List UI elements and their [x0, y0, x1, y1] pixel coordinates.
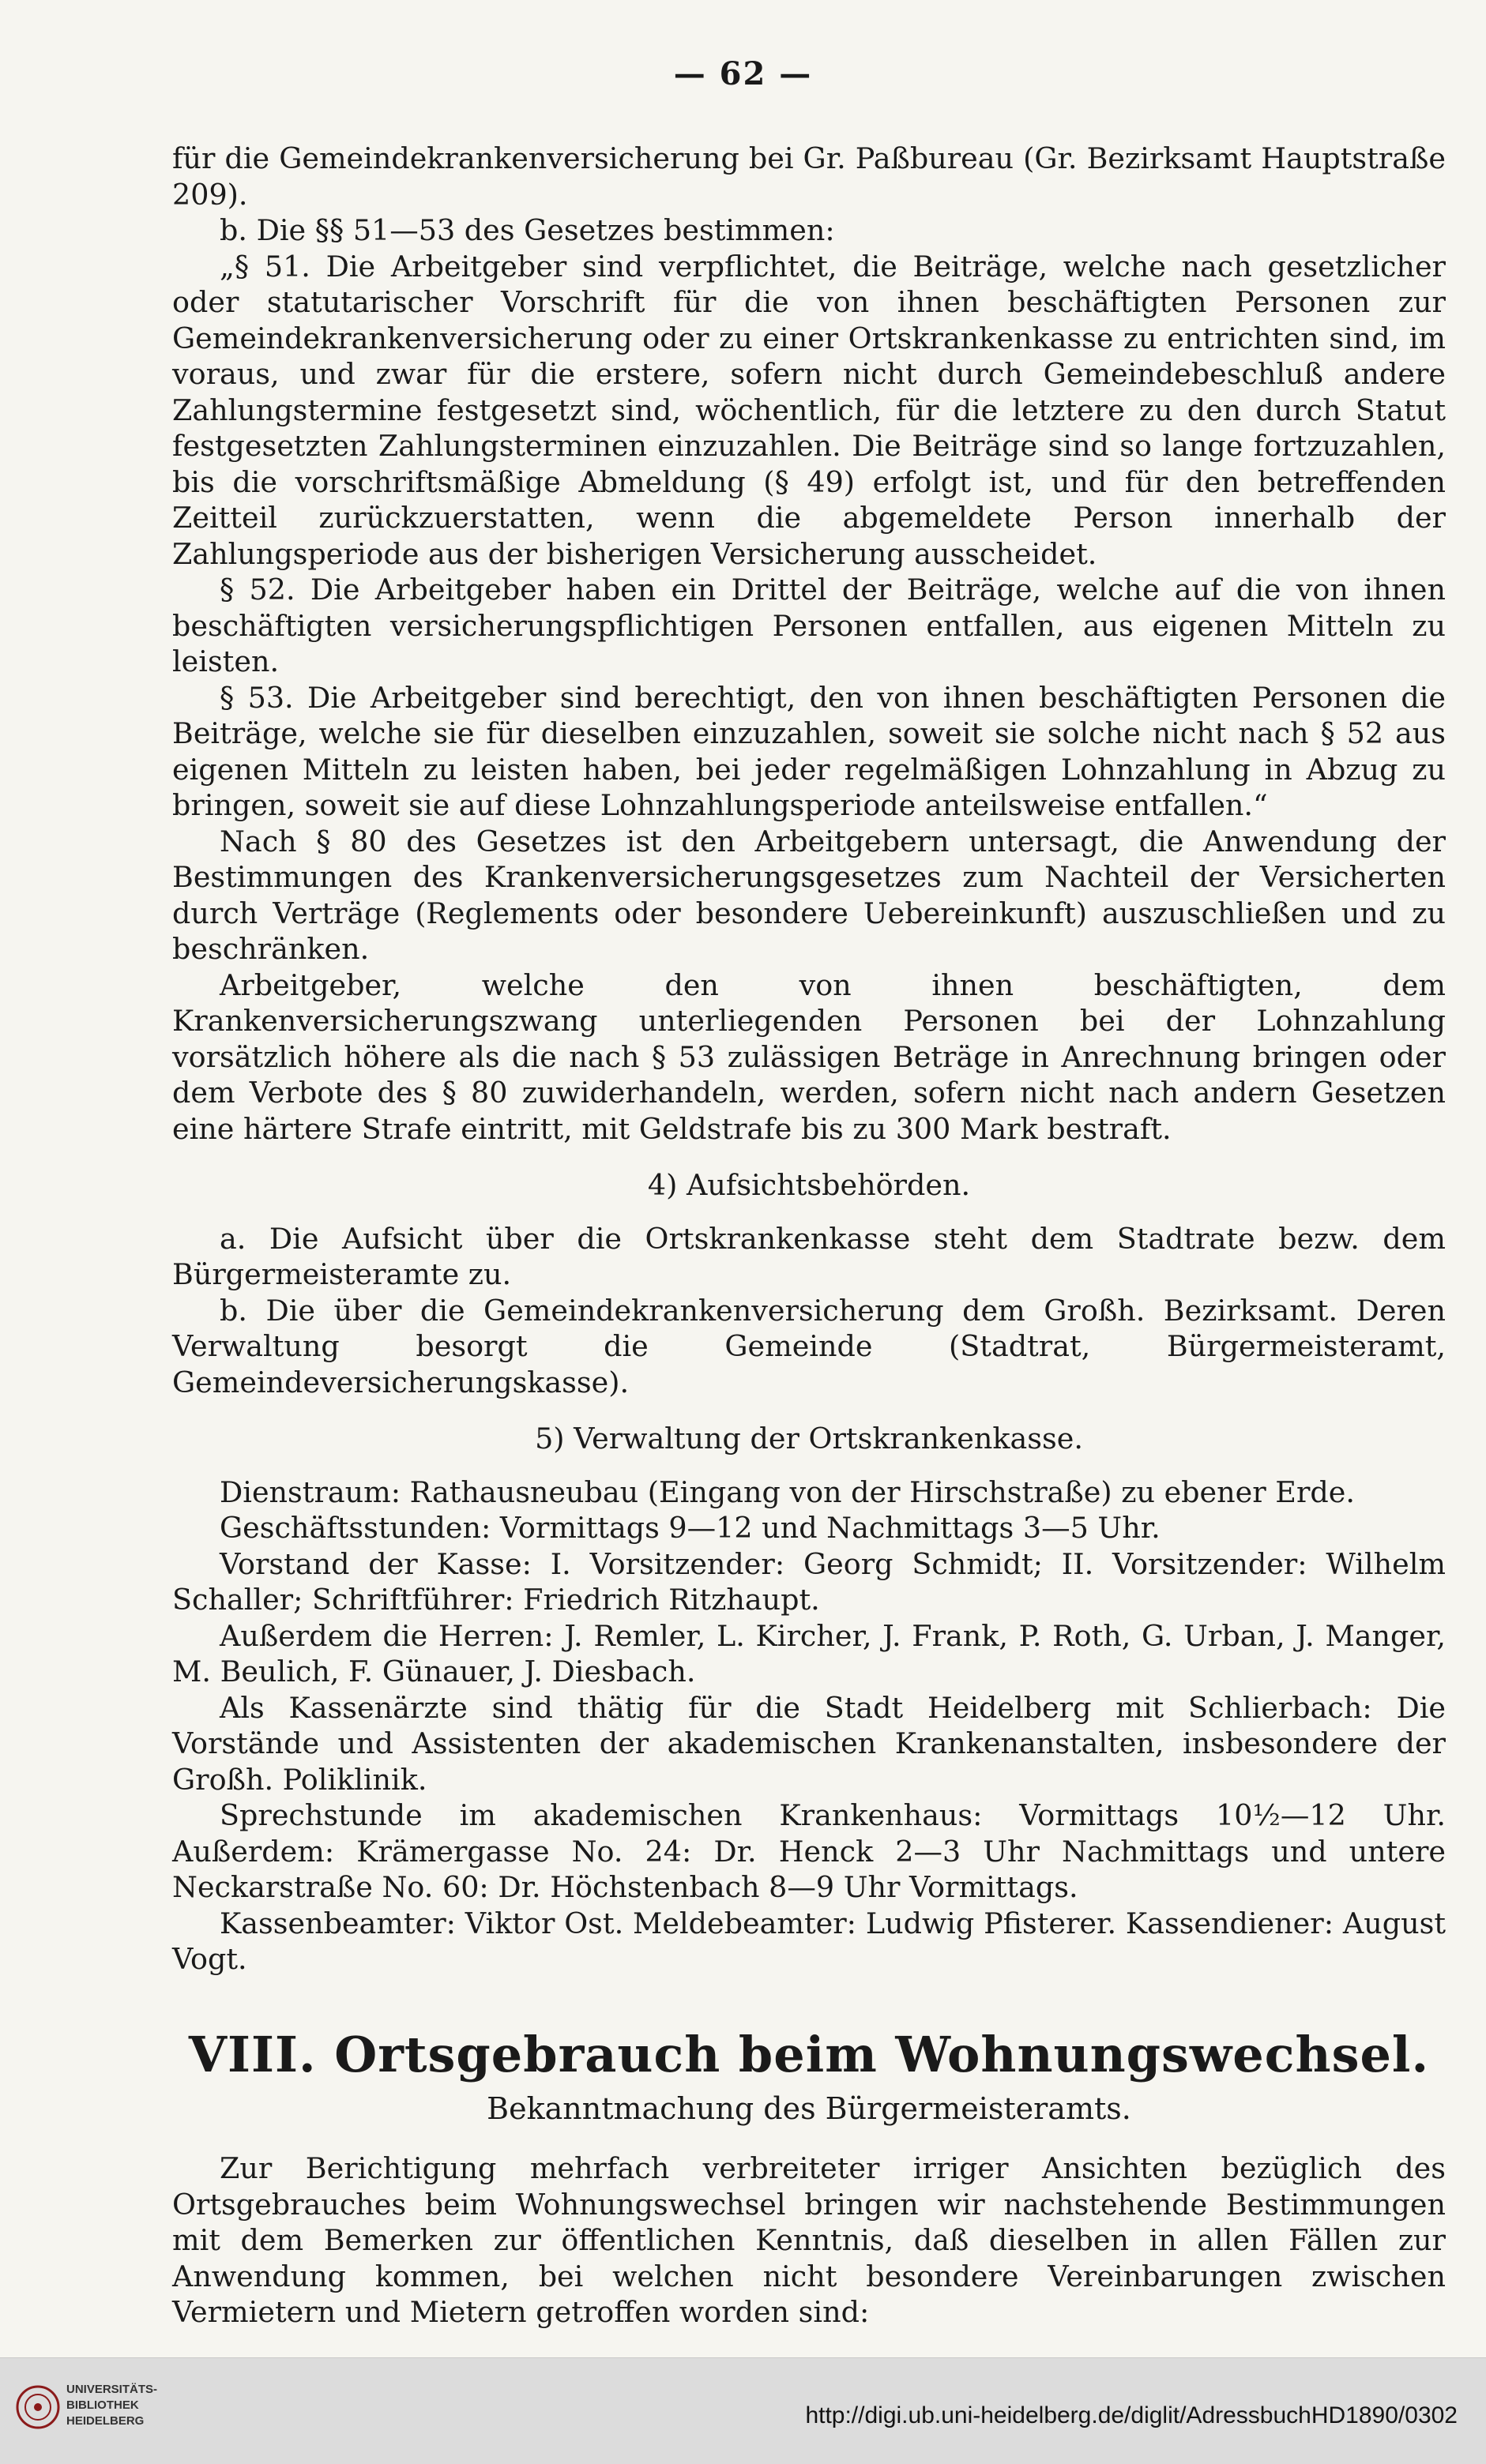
paragraph: Dienstraum: Rathausneubau (Eingang von der Hirschstraße) zu ebener Erde.	[220, 1474, 1355, 1509]
paragraph-law-53: § 53. Die Arbeitgeber sind berechtigt, den von ihnen beschäftigten Personen die Beiträge, welche sie für dieselben einzuzahlen, soweit sie solche nicht nach § 52 aus eigenen Mitteln zu leisten haben, bei jeder regelmäßigen Lohnzahlung in Abzug zu bringen, soweit sie auf diese Lohnzahlungsperiode anteilsweise entfallen.“	[172, 680, 1446, 822]
library-logo-text: UNIVERSITÄTS- BIBLIOTHEK HEIDELBERG	[66, 2383, 158, 2428]
section-subtitle: Bekanntmachung des Bürgermeisteramts.	[487, 2090, 1131, 2126]
paragraph: für die Gemeindekrankenversicherung bei Gr. Paßbureau (Gr. Bezirksamt Hauptstraße 209).	[172, 141, 1446, 212]
heading-administration: 5) Verwaltung der Ortskrankenkasse.	[535, 1422, 1083, 1455]
viewer-footer	[0, 2357, 1486, 2464]
paragraph: a. Die Aufsicht über die Ortskrankenkasse steht dem Stadtrate bezw. dem Bürgermeisteramte zu.	[172, 1221, 1446, 1291]
paragraph: Geschäftsstunden: Vormittags 9—12 und Nachmittags 3—5 Uhr.	[220, 1511, 1161, 1545]
paragraph: Zur Berichtigung mehrfach verbreiteter irriger Ansichten bezüglich des Ortsgebrauches beim Wohnungswechsel bringen wir nachstehende Bestimmungen mit dem Bemerken zur öffentlichen Kenntnis, daß dieselben in allen Fällen zur Anwendung kommen, bei welchen nicht besondere Vereinbarungen zwischen Vermietern und Mietern getroffen worden sind:	[172, 2151, 1446, 2329]
paragraph-law-52: § 52. Die Arbeitgeber haben ein Drittel der Beiträge, welche auf die von ihnen beschäftigten versicherungspflichtigen Personen entfallen, aus eigenen Mitteln zu leisten.	[172, 573, 1446, 678]
paragraph: Als Kassenärzte sind thätig für die Stadt Heidelberg mit Schlierbach: Die Vorstände und Assistenten der akademischen Krankenanstalten, insbesondere der Großh. Poliklinik.	[172, 1690, 1446, 1797]
paragraph: Außerdem die Herren: J. Remler, L. Kircher, J. Frank, P. Roth, G. Urban, J. Manger, M. Beulich, F. Günauer, J. Diesbach.	[172, 1618, 1446, 1688]
paragraph-law-51: „§ 51. Die Arbeitgeber sind verpflichtet, die Beiträge, welche nach gesetzlicher oder statutarischer Vorschrift für die von ihnen beschäftigten Personen zur Gemeindekrankenversicherung oder zu einer Ortskrankenkasse zu entrichten sind, im voraus, und zwar für die erstere, sofern nicht durch Gemeindebeschluß andere Zahlungstermine festgesetzt sind, wöchentlich, für die letztere zu den durch Statut festgesetzten Zahlungsterminen einzuzahlen. Die Beiträge sind so lange fortzuzahlen, bis die vorschriftsmäßige Abmeldung (§ 49) erfolgt ist, und für den betreffenden Zeitteil zurückzuerstatten, wenn die abgemeldete Person innerhalb der Zahlungsperiode aus der bisherigen Versicherung ausscheidet.	[172, 249, 1446, 571]
source-url-link[interactable]: http://digi.ub.uni-heidelberg.de/diglit/AdressbuchHD1890/0302	[805, 2402, 1458, 2428]
page-number: — 62 —	[673, 55, 813, 92]
paragraph: Kassenbeamter: Viktor Ost. Meldebeamter: Ludwig Pfisterer. Kassendiener: August Vogt.	[172, 1906, 1446, 1976]
paragraph: b. Die über die Gemeindekrankenversicherung dem Großh. Bezirksamt. Deren Verwaltung besorgt die Gemeinde (Stadtrat, Bürgermeisteramt, Gemeindeversicherungskasse).	[172, 1293, 1446, 1399]
paragraph: b. Die §§ 51—53 des Gesetzes bestimmen:	[220, 213, 835, 247]
paragraph: Vorstand der Kasse: I. Vorsitzender: Georg Schmidt; II. Vorsitzender: Wilhelm Schaller; Schriftführer: Friedrich Ritzhaupt.	[172, 1546, 1446, 1617]
heading-supervisory-authorities: 4) Aufsichtsbehörden.	[647, 1168, 971, 1202]
section-title: VIII. Ortsgebrauch beim Wohnungswechsel.	[188, 2025, 1430, 2083]
paragraph: Arbeitgeber, welche den von ihnen beschäftigten, dem Krankenversicherungszwang unterliegenden Personen bei der Lohnzahlung vorsätzlich höhere als die nach § 53 zulässigen Beträge in Anrechnung bringen oder dem Verbote des § 80 zuwiderhandeln, werden, sofern nicht nach andern Gesetzen eine härtere Strafe eintritt, mit Geldstrafe bis zu 300 Mark bestraft.	[172, 967, 1446, 1146]
library-logo[interactable]	[14, 2377, 172, 2448]
page-body	[172, 141, 1446, 2331]
paragraph: Nach § 80 des Gesetzes ist den Arbeitgebern untersagt, die Anwendung der Bestimmungen des Krankenversicherungsgesetzes zum Nachteil der Versicherten durch Verträge (Reglements oder besondere Uebereinkunft) auszuschließen und zu beschränken.	[172, 824, 1446, 966]
paragraph: Sprechstunde im akademischen Krankenhaus: Vormittags 10½—12 Uhr. Außerdem: Krämergasse No. 24: Dr. Henck 2—3 Uhr Nachmittags und untere Neckarstraße No. 60: Dr. Höchstenbach 8—9 Uhr Vormittags.	[172, 1798, 1446, 1904]
library-logo-icon	[14, 2383, 62, 2431]
